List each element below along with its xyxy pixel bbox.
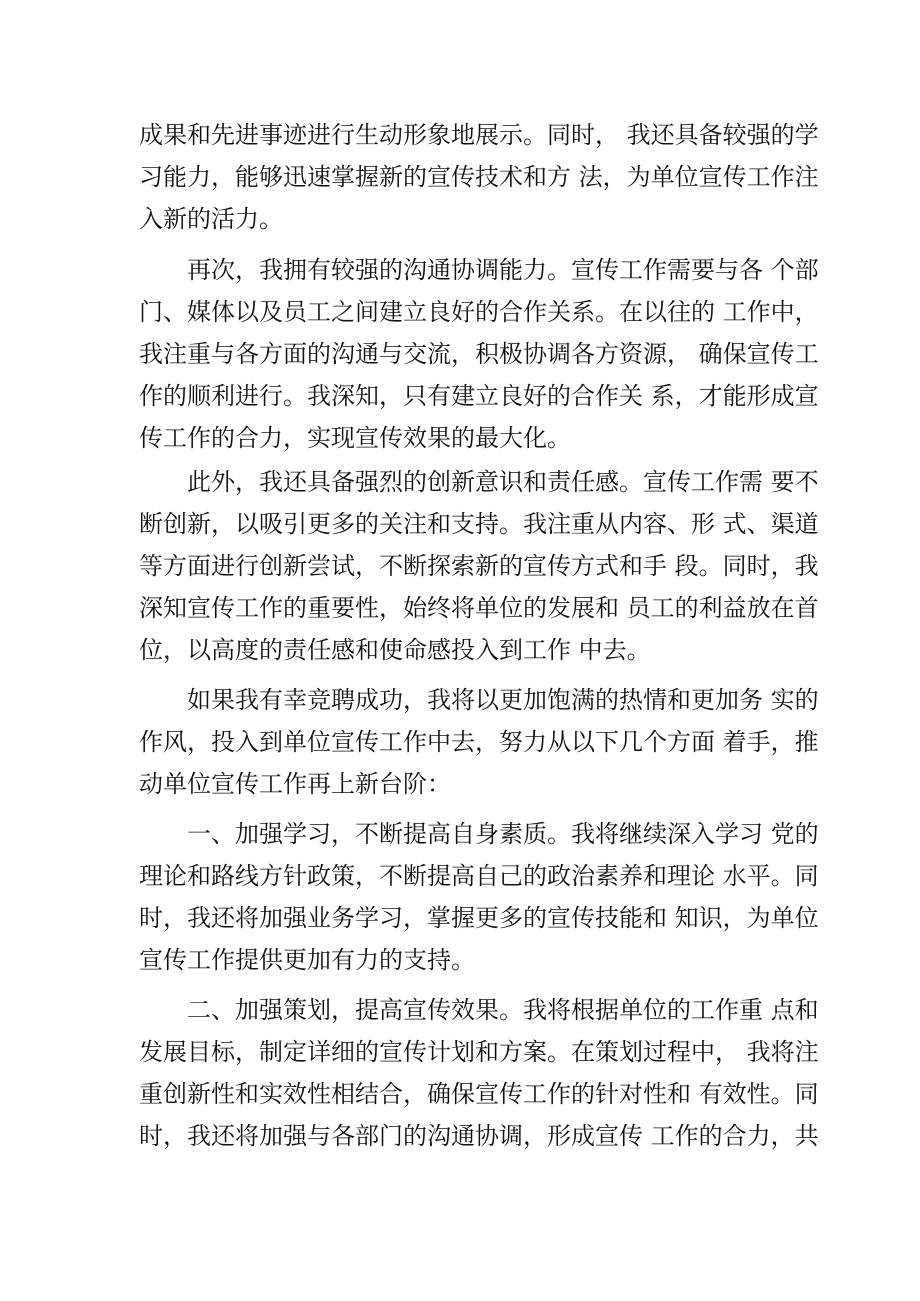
text-line: 时，我还将加强业务学习，掌握更多的宣传技能和 知识，为单位 <box>139 904 819 932</box>
text-line: 习能力，能够迅速掌握新的宣传技术和方 法，为单位宣传工作注 <box>139 163 819 191</box>
text-line: 位，以高度的责任感和使命感投入到工作 中去。 <box>139 636 651 664</box>
text-line: 传工作的合力，实现宣传效果的最大化。 <box>139 424 571 452</box>
text-line: 时，我还将加强与各部门的沟通协调，形成宣传 工作的合力，共 <box>139 1122 819 1150</box>
text-line: 断创新，以吸引更多的关注和支持。我注重从内容、形 式、渠道 <box>139 510 819 538</box>
text-line: 我注重与各方面的沟通与交流，积极协调各方资源， 确保宣传工 <box>139 340 819 368</box>
text-line: 成果和先进事迹进行生动形象地展示。同时， 我还具备较强的学 <box>139 121 819 149</box>
text-line: 动单位宣传工作再上新台阶： <box>139 770 451 798</box>
text-line: 门、媒体以及员工之间建立良好的合作关系。在以往的 工作中， <box>139 298 819 326</box>
text-line: 二、加强策划，提高宣传效果。我将根据单位的工作重 点和 <box>187 996 819 1024</box>
text-line: 重创新性和实效性相结合，确保宣传工作的针对性和 有效性。同 <box>139 1080 819 1108</box>
text-line: 再次，我拥有较强的沟通协调能力。宣传工作需要与各 个部 <box>187 256 819 284</box>
text-line: 作风，投入到单位宣传工作中去，努力从以下几个方面 着手，推 <box>139 728 819 756</box>
text-line: 理论和路线方针政策，不断提高自己的政治素养和理论 水平。同 <box>139 862 819 890</box>
text-line: 入新的活力。 <box>139 205 283 233</box>
text-line: 宣传工作提供更加有力的支持。 <box>139 946 475 974</box>
text-line: 一、加强学习，不断提高自身素质。我将继续深入学习 党的 <box>187 820 819 848</box>
text-line: 发展目标，制定详细的宣传计划和方案。在策划过程中， 我将注 <box>139 1038 819 1066</box>
text-line: 深知宣传工作的重要性，始终将单位的发展和 员工的利益放在首 <box>139 594 819 622</box>
text-line: 等方面进行创新尝试，不断探索新的宣传方式和手 段。同时，我 <box>139 552 819 580</box>
text-line: 此外，我还具备强烈的创新意识和责任感。宣传工作需 要不 <box>187 468 819 496</box>
text-line: 作的顺利进行。我深知，只有建立良好的合作关 系，才能形成宣 <box>139 382 819 410</box>
text-line: 如果我有幸竞聘成功，我将以更加饱满的热情和更加务 实的 <box>187 686 819 714</box>
